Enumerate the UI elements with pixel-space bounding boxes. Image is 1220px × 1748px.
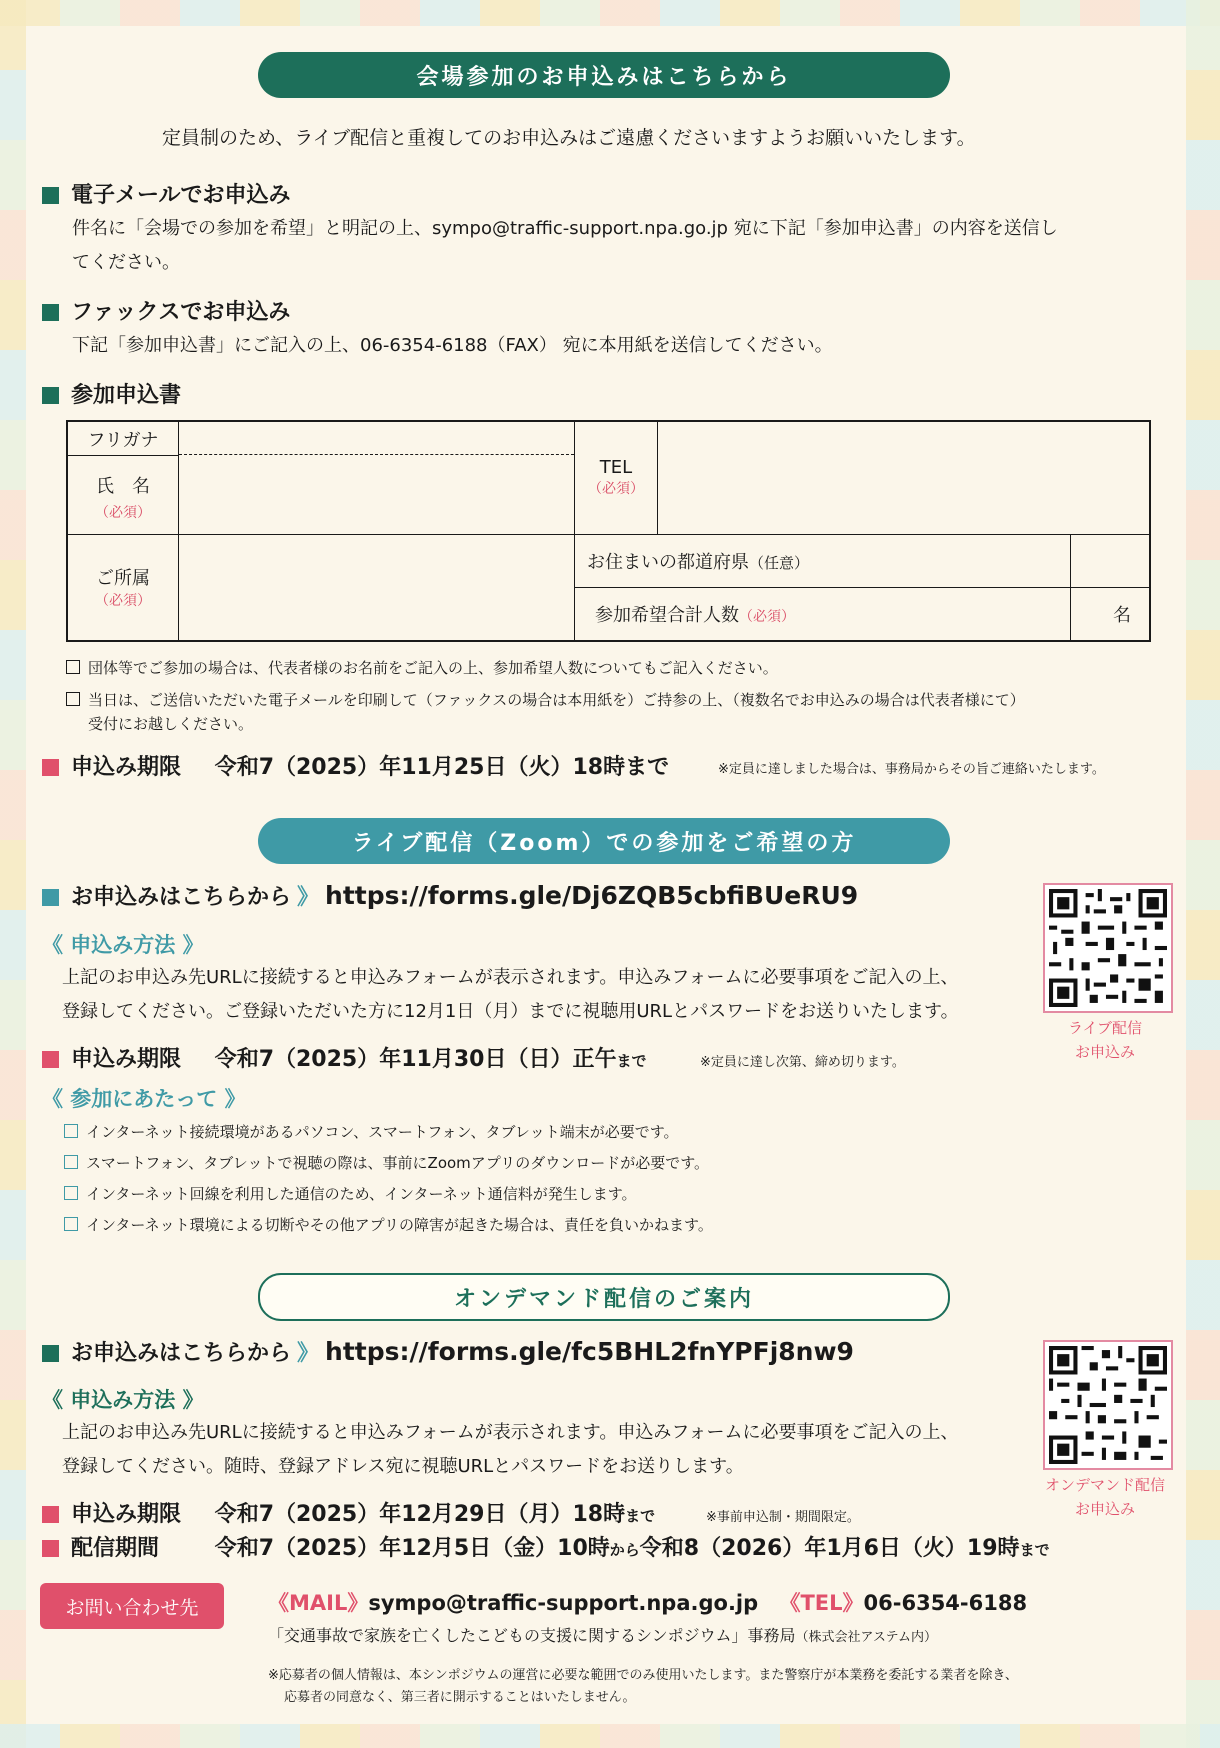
decorative-border-left xyxy=(0,0,26,1748)
live-deadline-suffix: まで xyxy=(616,1052,647,1070)
privacy-line2: 応募者の同意なく、第三者に開示することはいたしません。 xyxy=(284,1690,636,1705)
note-print: 当日は、ご送信いただいた電子メールを印刷して（ファックスの場合は本用紙を）ご持参の上、（複数名でお申込みの場合は代表者様にて） xyxy=(66,689,1025,710)
ondemand-deadline-value: 令和7（2025）年12月29日（月）18時 xyxy=(214,1502,626,1527)
square-bullet-icon xyxy=(42,187,59,204)
checkbox-icon xyxy=(64,1124,78,1138)
ondemand-period xyxy=(42,1531,1050,1562)
contact-tel[interactable]: 06-6354-6188 xyxy=(863,1591,1028,1615)
square-bullet-icon xyxy=(42,304,59,321)
name-label: 氏 名 xyxy=(96,476,150,497)
live-qr-caption-2: お申込み xyxy=(1074,1043,1135,1061)
affiliation-input-cell[interactable] xyxy=(179,534,575,641)
live-deadline xyxy=(42,1042,646,1073)
furigana-divider xyxy=(179,454,574,455)
list-item: インターネット環境による切断やその他アプリの障害が起きた場合は、責任を負いかねます。 xyxy=(64,1214,713,1235)
ondemand-banner: オンデマンド配信のご案内 xyxy=(258,1273,950,1321)
attendees-label: 参加希望合計人数 xyxy=(595,605,739,626)
decorative-border-bottom xyxy=(0,1724,1220,1748)
venue-deadline xyxy=(42,750,669,781)
ondemand-apply-row xyxy=(42,1336,854,1367)
required-mark: （必須） xyxy=(95,505,151,521)
participation-title: 《 参加にあたって 》 xyxy=(42,1087,246,1111)
venue-deadline-label: 申込み期限 xyxy=(71,755,182,780)
double-arrow-icon: 》 xyxy=(297,1341,320,1366)
tel-label: 《TEL》 xyxy=(779,1591,864,1615)
live-qr-code[interactable] xyxy=(1043,883,1173,1013)
list-item: インターネット回線を利用した通信のため、インターネット通信料が発生します。 xyxy=(64,1183,637,1204)
ondemand-method-title: 《 申込み方法 》 xyxy=(42,1388,204,1412)
note-group: 団体等でご参加の場合は、代表者様のお名前をご記入の上、参加希望人数についてもご記入ください。 xyxy=(66,657,778,678)
prefecture-label: お住まいの都道府県 xyxy=(587,551,749,573)
live-apply-row xyxy=(42,880,858,911)
checkbox-icon xyxy=(64,1186,78,1200)
name-label-cell xyxy=(67,421,179,534)
form-heading: 参加申込書 xyxy=(42,378,181,409)
attendees-unit: 名 xyxy=(1113,605,1131,626)
ondemand-period-suffix: まで xyxy=(1019,1541,1050,1559)
contact-mail[interactable]: sympo@traffic-support.npa.go.jp xyxy=(368,1591,759,1615)
square-bullet-icon xyxy=(42,1540,59,1557)
application-form xyxy=(66,420,1151,642)
square-bullet-icon xyxy=(42,1506,59,1523)
note-print-line2: 受付にお越しください。 xyxy=(88,715,254,733)
name-input-cell[interactable] xyxy=(179,421,575,534)
required-mark: （必須） xyxy=(95,593,151,610)
list-item: スマートフォン、タブレットで視聴の際は、事前にZoomアプリのダウンロードが必要です。 xyxy=(64,1152,709,1173)
checkbox-icon xyxy=(64,1217,78,1231)
required-mark: （必須） xyxy=(588,481,644,498)
list-item: インターネット接続環境があるパソコン、スマートフォン、タブレット端末が必要です。 xyxy=(64,1121,679,1142)
ondemand-period-end: 令和8（2026）年1月6日（火）19時 xyxy=(639,1536,1020,1561)
ondemand-apply-label: お申込みはこちらから xyxy=(71,1341,292,1366)
office-note: （株式会社アステム内） xyxy=(795,1630,938,1645)
tel-label-cell xyxy=(575,421,658,534)
email-heading: 電子メールでお申込み xyxy=(42,178,291,209)
live-deadline-label: 申込み期限 xyxy=(71,1047,182,1072)
optional-mark: （任意） xyxy=(749,553,810,572)
ondemand-period-from: から xyxy=(609,1541,640,1559)
qr-code-icon xyxy=(1049,889,1167,1007)
ondemand-deadline-suffix: まで xyxy=(625,1507,656,1525)
affiliation-label-cell xyxy=(67,534,179,641)
tel-input-cell[interactable] xyxy=(658,421,1151,534)
square-bullet-icon xyxy=(42,1345,59,1362)
prefecture-label-cell xyxy=(575,534,1071,587)
email-instructions-line2: てください。 xyxy=(72,252,180,273)
live-method-line2: 登録してください。ご登録いただいた方に12月1日（月）までに視聴用URLとパスワードをお送りいたします。 xyxy=(62,1001,959,1022)
ondemand-period-label: 配信期間 xyxy=(71,1536,160,1561)
email-instructions-line1: 件名に「会場での参加を希望」と明記の上、sympo@traffic-support.npa.go.jp 宛に下記「参加申込書」の内容を送信し xyxy=(72,218,1058,239)
square-bullet-icon xyxy=(42,889,59,906)
attendees-label-cell xyxy=(575,588,1071,642)
ondemand-url-link[interactable]: https://forms.gle/fc5BHL2fnYPFj8nw9 xyxy=(325,1337,854,1366)
ondemand-deadline-note: ※事前申込制・期間限定。 xyxy=(706,1510,860,1525)
live-url-link[interactable]: https://forms.gle/Dj6ZQB5cbfiBUeRU9 xyxy=(325,881,859,910)
square-bullet-icon xyxy=(42,387,59,404)
ondemand-period-start: 令和7（2025）年12月5日（金）10時 xyxy=(214,1536,610,1561)
office-name: 「交通事故で家族を亡くしたこどもの支援に関するシンポジウム」事務局 xyxy=(268,1626,796,1645)
affiliation-label: ご所属 xyxy=(96,568,150,590)
fax-instructions: 下記「参加申込書」にご記入の上、06-6354-6188（FAX） 宛に本用紙を送信してください。 xyxy=(72,335,833,356)
square-bullet-icon xyxy=(42,759,59,776)
ondemand-qr-caption-1: オンデマンド配信 xyxy=(1044,1476,1165,1494)
venue-notice: 定員制のため、ライブ配信と重複してのお申込みはご遠慮くださいますようお願いいたします。 xyxy=(162,127,976,149)
venue-banner: 会場参加のお申込みはこちらから xyxy=(258,52,950,98)
ondemand-deadline-label: 申込み期限 xyxy=(71,1502,182,1527)
double-arrow-icon: 》 xyxy=(297,885,320,910)
office-line xyxy=(268,1623,937,1646)
checkbox-icon xyxy=(64,1155,78,1169)
ondemand-deadline xyxy=(42,1497,655,1528)
live-method-title: 《 申込み方法 》 xyxy=(42,933,204,957)
prefecture-input-cell[interactable] xyxy=(1070,534,1150,587)
ondemand-method-line2: 登録してください。随時、登録アドレス宛に視聴URLとパスワードをお送りします。 xyxy=(62,1456,744,1477)
checkbox-icon xyxy=(66,692,80,706)
ondemand-qr-caption-2: お申込み xyxy=(1074,1500,1135,1518)
ondemand-method-line1: 上記のお申込み先URLに接続すると申込みフォームが表示されます。申込みフォームに必要事項をご記入の上、 xyxy=(62,1422,959,1443)
mail-label: 《MAIL》 xyxy=(268,1591,369,1615)
contact-button[interactable]: お問い合わせ先 xyxy=(40,1583,224,1629)
live-apply-label: お申込みはこちらから xyxy=(71,885,292,910)
venue-deadline-value: 令和7（2025）年11月25日（火）18時まで xyxy=(214,755,670,780)
ondemand-qr-code[interactable] xyxy=(1043,1340,1173,1470)
decorative-border-right xyxy=(1186,0,1220,1748)
furigana-label: フリガナ xyxy=(68,422,178,456)
fax-heading: ファックスでお申込み xyxy=(42,295,290,326)
live-deadline-value: 令和7（2025）年11月30日（日）正午 xyxy=(214,1047,617,1072)
live-deadline-note: ※定員に達し次第、締め切ります。 xyxy=(700,1055,905,1070)
venue-deadline-note: ※定員に達しました場合は、事務局からその旨ご連絡いたします。 xyxy=(718,762,1105,777)
qr-code-icon xyxy=(1049,1346,1167,1464)
tel-label: TEL xyxy=(599,457,633,479)
square-bullet-icon xyxy=(42,1051,59,1068)
decorative-border-top xyxy=(0,0,1220,26)
checkbox-icon xyxy=(66,660,80,674)
live-qr-caption-1: ライブ配信 xyxy=(1067,1019,1143,1037)
contact-line xyxy=(268,1587,1027,1617)
required-mark: （必須） xyxy=(739,609,795,625)
privacy-line1: ※応募者の個人情報は、本シンポジウムの運営に必要な範囲でのみ使用いたします。また警察庁が本業務を委託する業者を除き、 xyxy=(268,1668,1018,1683)
live-banner: ライブ配信（Zoom）での参加をご希望の方 xyxy=(258,818,950,864)
attendees-input-cell[interactable] xyxy=(1070,588,1150,642)
live-method-line1: 上記のお申込み先URLに接続すると申込みフォームが表示されます。申込みフォームに必要事項をご記入の上、 xyxy=(62,967,959,988)
